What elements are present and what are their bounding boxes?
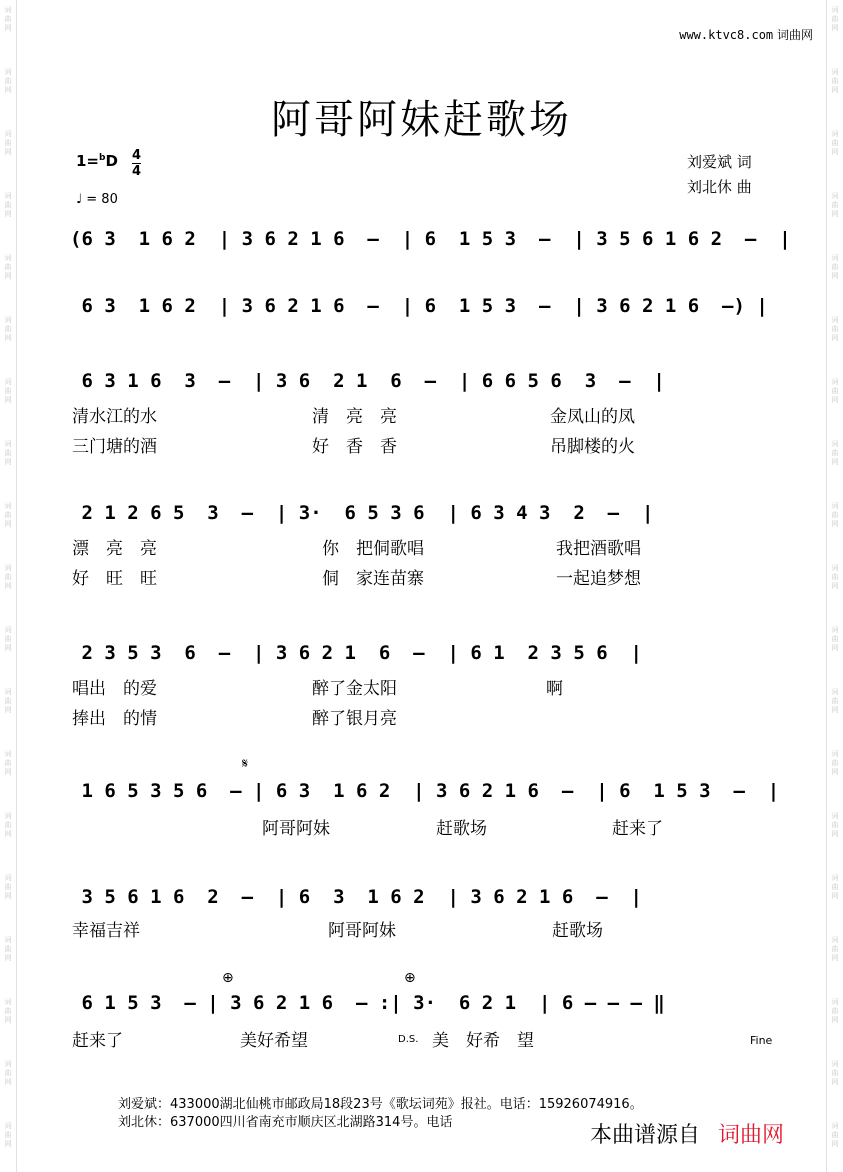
flat-sign: b	[99, 153, 106, 163]
lyric-text: 醉了金太阳	[312, 679, 397, 699]
lyric-text: 唱出 的爱	[72, 679, 157, 699]
side-watermark-text: 词 曲 网	[831, 688, 839, 714]
side-watermark-text: 词 曲 网	[4, 750, 12, 776]
notes-line: (6 3 1 6 2 | 3 6 2 1 6 — | 6 1 5 3 — | 3 5 6 1 6 2 — |	[70, 228, 791, 250]
lyric-text: 阿哥阿妹	[262, 819, 330, 839]
lyric-text: 幸福吉祥	[72, 921, 140, 941]
site-watermark[interactable]	[679, 26, 813, 43]
side-watermark-text: 词 曲 网	[831, 564, 839, 590]
lyric-text: 我把酒歌唱	[556, 539, 641, 559]
side-watermark-text: 词 曲 网	[831, 502, 839, 528]
lyric-text: 赶歌场	[436, 819, 487, 839]
site-url[interactable]: www.ktvc8.com	[679, 28, 774, 42]
side-watermark-text: 词 曲 网	[831, 254, 839, 280]
side-watermark-text: 词 曲 网	[831, 1060, 839, 1086]
lyric-text: 漂 亮 亮	[72, 539, 157, 559]
key-prefix: 1=	[76, 152, 100, 170]
time-top: 4	[132, 148, 142, 163]
side-watermark-text: 词 曲 网	[4, 68, 12, 94]
lyricist: 刘爱斌 词	[687, 153, 752, 171]
lyric-text: 好 旺 旺	[72, 569, 157, 589]
side-watermark-text: 词 曲 网	[4, 440, 12, 466]
lyric-text: 赶来了	[612, 819, 663, 839]
credits	[687, 150, 752, 200]
key-signature	[76, 152, 118, 170]
lyric-text: 你 把侗歌唱	[322, 539, 424, 559]
footer-line: 刘北休：637000四川省南充市顺庆区北湖路314号。电话	[118, 1115, 453, 1130]
lyric-text: 赶歌场	[552, 921, 603, 941]
lyric-text: 一起追梦想	[556, 569, 641, 589]
side-watermark-text: 词 曲 网	[4, 6, 12, 32]
lyric-text: 金凤山的凤	[550, 407, 635, 427]
side-watermark-text: 词 曲 网	[4, 192, 12, 218]
coda-icon: ⊕	[404, 970, 416, 986]
notes-line: 3 5 6 1 6 2 — | 6 3 1 6 2 | 3 6 2 1 6 — |	[70, 886, 642, 908]
coda-icon: ⊕	[222, 970, 234, 986]
footer-contact	[118, 1096, 643, 1132]
side-watermark-text: 词 曲 网	[4, 688, 12, 714]
side-watermark-text: 词 曲 网	[831, 1122, 839, 1148]
lyric-text: 清水江的水	[72, 407, 157, 427]
composer: 刘北休 曲	[687, 178, 752, 196]
side-watermark-text: 词 曲 网	[831, 68, 839, 94]
side-watermark-text: 词 曲 网	[831, 440, 839, 466]
side-watermark-text: 词 曲 网	[831, 6, 839, 32]
side-watermark-text: 词 曲 网	[4, 378, 12, 404]
side-watermark-text: 词 曲 网	[4, 316, 12, 342]
segno-icon: 𝄋	[242, 756, 249, 772]
lyric-text: 赶来了	[72, 1031, 123, 1051]
side-watermark-text: 词 曲 网	[4, 1122, 12, 1148]
quarter-note-icon: ♩	[76, 192, 83, 207]
side-watermark-text: 词 曲 网	[4, 812, 12, 838]
side-watermark-text: 词 曲 网	[831, 378, 839, 404]
side-watermark-text: 词 曲 网	[831, 626, 839, 652]
footer-line: 刘爱斌：433000湖北仙桃市邮政局18段23号《歌坛词苑》报社。电话：15926074916。	[118, 1097, 643, 1112]
side-watermark-text: 词 曲 网	[4, 502, 12, 528]
lyric-text: 清 亮 亮	[312, 407, 397, 427]
side-watermark-text: 词 曲 网	[4, 874, 12, 900]
lyric-text: 阿哥阿妹	[328, 921, 396, 941]
side-watermark-text: 词 曲 网	[831, 750, 839, 776]
song-title: 阿哥阿妹赶歌场	[271, 97, 572, 143]
notes-line: 2 1 2 6 5 3 — | 3· 6 5 3 6 | 6 3 4 3 2 — |	[70, 502, 654, 524]
key-note: D	[105, 152, 118, 170]
side-watermark-text: 词 曲 网	[831, 130, 839, 156]
side-watermark-text: 词 曲 网	[831, 936, 839, 962]
side-watermark-text: 词 曲 网	[831, 998, 839, 1024]
notes-line: 2 3 5 3 6 — | 3 6 2 1 6 — | 6 1 2 3 5 6 |	[70, 642, 642, 664]
time-bottom: 4	[132, 164, 142, 179]
right-watermark-strip	[826, 0, 843, 1172]
side-watermark-text: 词 曲 网	[4, 130, 12, 156]
side-watermark-text: 词 曲 网	[4, 936, 12, 962]
left-watermark-strip	[0, 0, 17, 1172]
notes-line: 6 3 1 6 2 | 3 6 2 1 6 — | 6 1 5 3 — | 3 6 2 1 6 —) |	[70, 295, 768, 317]
source-label: 本曲谱源自	[590, 1123, 701, 1148]
side-watermark-text: 词 曲 网	[831, 812, 839, 838]
source-brand-link[interactable]: 词曲网	[718, 1123, 785, 1148]
side-watermark-text: 词 曲 网	[4, 998, 12, 1024]
source-credit	[590, 1118, 784, 1149]
time-signature	[132, 148, 141, 179]
side-watermark-text: 词 曲 网	[4, 254, 12, 280]
lyric-text: 捧出 的情	[72, 709, 157, 729]
notes-line: 6 3 1 6 3 — | 3 6 2 1 6 — | 6 6 5 6 3 — |	[70, 370, 665, 392]
lyric-text: 侗 家连苗寨	[322, 569, 424, 589]
lyric-text: 三门塘的酒	[72, 437, 157, 457]
side-watermark-text: 词 曲 网	[4, 626, 12, 652]
tempo-marking	[76, 192, 118, 207]
lyric-text: 美 好希 望	[432, 1031, 534, 1051]
notes-line: 1 6 5 3 5 6 — | 6 3 1 6 2 | 3 6 2 1 6 — | 6 1 5 3 — |	[70, 780, 780, 802]
notes-line: 6 1 5 3 — | 3 6 2 1 6 — :| 3· 6 2 1 | 6 — — — ‖	[70, 992, 665, 1014]
lyric-text: 醉了银月亮	[312, 709, 397, 729]
lyric-text: 吊脚楼的火	[550, 437, 635, 457]
lyric-text: 好 香 香	[312, 437, 397, 457]
ds-marking: D.S.	[398, 1034, 419, 1045]
side-watermark-text: 词 曲 网	[831, 874, 839, 900]
lyric-text: 美好希望	[240, 1031, 308, 1051]
side-watermark-text: 词 曲 网	[4, 1060, 12, 1086]
side-watermark-text: 词 曲 网	[4, 564, 12, 590]
side-watermark-text: 词 曲 网	[831, 316, 839, 342]
site-name[interactable]: 词曲网	[776, 28, 813, 42]
tempo-value: = 80	[86, 192, 118, 207]
fine-marking: Fine	[750, 1034, 773, 1047]
lyric-text: 啊	[546, 679, 563, 699]
side-watermark-text: 词 曲 网	[831, 192, 839, 218]
